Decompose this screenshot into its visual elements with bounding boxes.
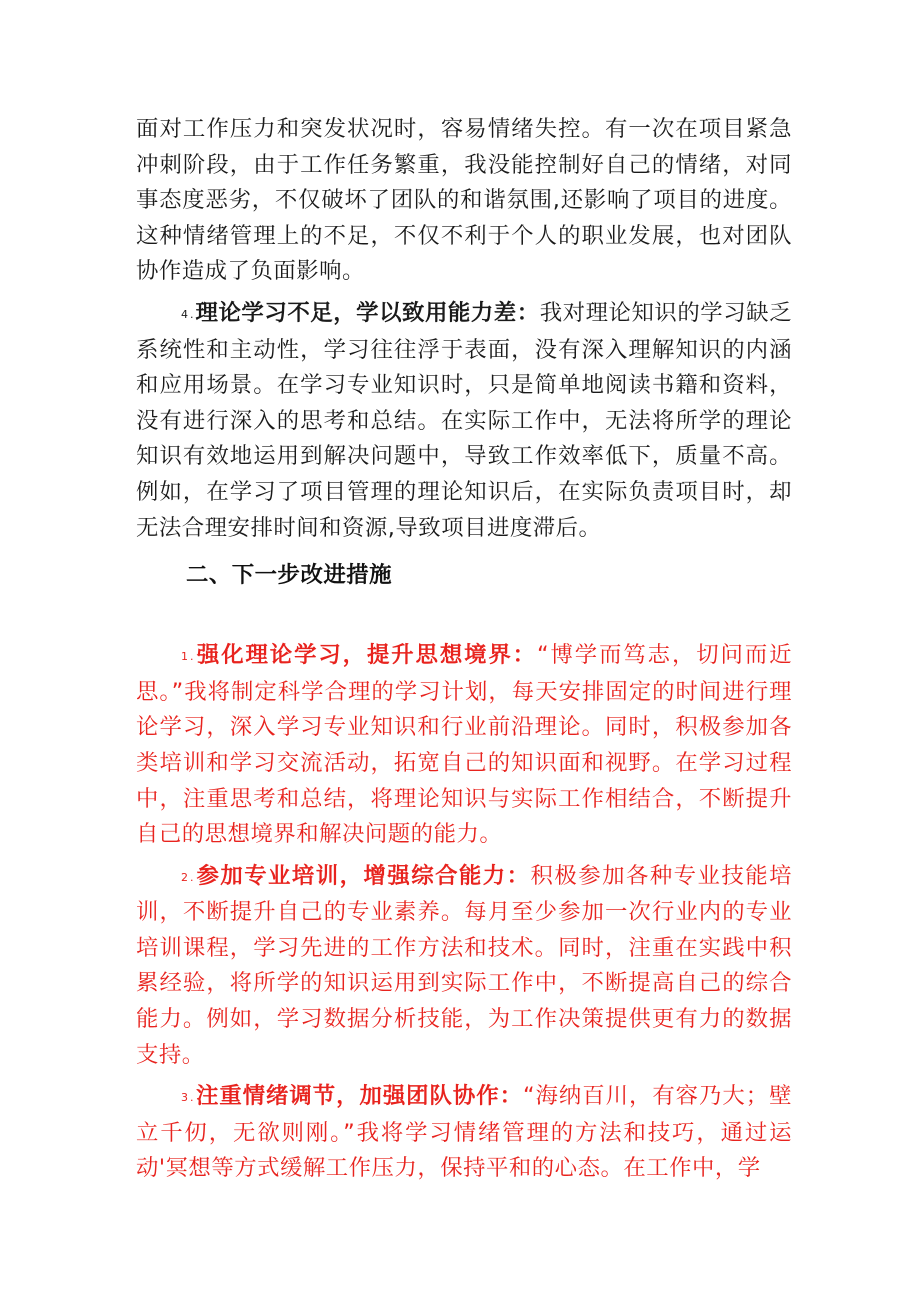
- item-title: 参加专业培训，增强综合能力：: [195, 862, 531, 889]
- item-number: 1.: [181, 650, 196, 664]
- item-number: 2.: [181, 870, 196, 884]
- paragraph-emotion-management: 面对工作压力和突发状况时，容易情绪失控。有一次在项目紧急冲刺阶段，由于工作任务繁重，我没能控制好自己的情绪，对同事态度恶劣，不仅破坏了团队的和谐氛围,还影响了项目的进度。这种情绪管理上的不足，不仅不利于个人的职业发展，也对团队协作造成了负面影响。: [136, 116, 792, 285]
- document-page: [136, 112, 792, 1187]
- section-heading-improvements: 二、下一步改进措施: [186, 562, 393, 589]
- item-body: 积极参加各种专业技能培训，不断提升自己的专业素养。每月至少参加一次行业内的专业培训课程，学习先进的工作方法和技术。同时，注重在实践中积累经验，将所学的知识运用到实际工作中，不断提高自己的综合能力。例如，学习数据分析技能，为工作决策提供更有力的数据支持。: [136, 862, 793, 1068]
- item-body: “博学而笃志，切问而近思。”我将制定科学合理的学习计划，每天安排固定的时间进行理论学习，深入学习专业知识和行业前沿理论。同时，积极参加各类培训和学习交流活动，拓宽自己的知识面和视野。在学习过程中，注重思考和总结，将理论知识与实际工作相结合，不断提升自己的思想境界和解决问题的能力。: [136, 642, 792, 848]
- item-title: 注重情绪调节，加强团队协作：: [195, 1083, 523, 1110]
- paragraph-theory-study: [136, 296, 792, 546]
- blank-line: [136, 594, 792, 638]
- item-number: 4.: [181, 307, 196, 321]
- paragraph-measure-3: [136, 1079, 792, 1187]
- item-number: 3.: [181, 1091, 196, 1105]
- item-body: “海纳百川，有容乃大；壁立千仞，无欲则刚。”我将学习情绪管理的方法和技巧，通过运动'冥想等方式缓解工作压力，保持平和的心态。在工作中，学: [136, 1083, 792, 1182]
- paragraph-measure-2: [136, 859, 792, 1074]
- item-title: 理论学习不足，学以致用能力差：: [195, 299, 540, 326]
- item-title: 强化理论学习，提升思想境界：: [195, 642, 537, 669]
- item-body: 我对理论知识的学习缺乏系统性和主动性，学习往往浮于表面，没有深入理解知识的内涵和应用场景。在学习专业知识时，只是简单地阅读书籍和资料，没有进行深入的思考和总结。在实际工作中，无法将所学的理论知识有效地运用到解决问题中，导致工作效率低下，质量不高。例如，在学习了项目管理的理论知识后，在实际负责项目时，却无法合理安排时间和资源,导致项目进度滞后。: [136, 299, 793, 541]
- paragraph-measure-1: [136, 638, 792, 853]
